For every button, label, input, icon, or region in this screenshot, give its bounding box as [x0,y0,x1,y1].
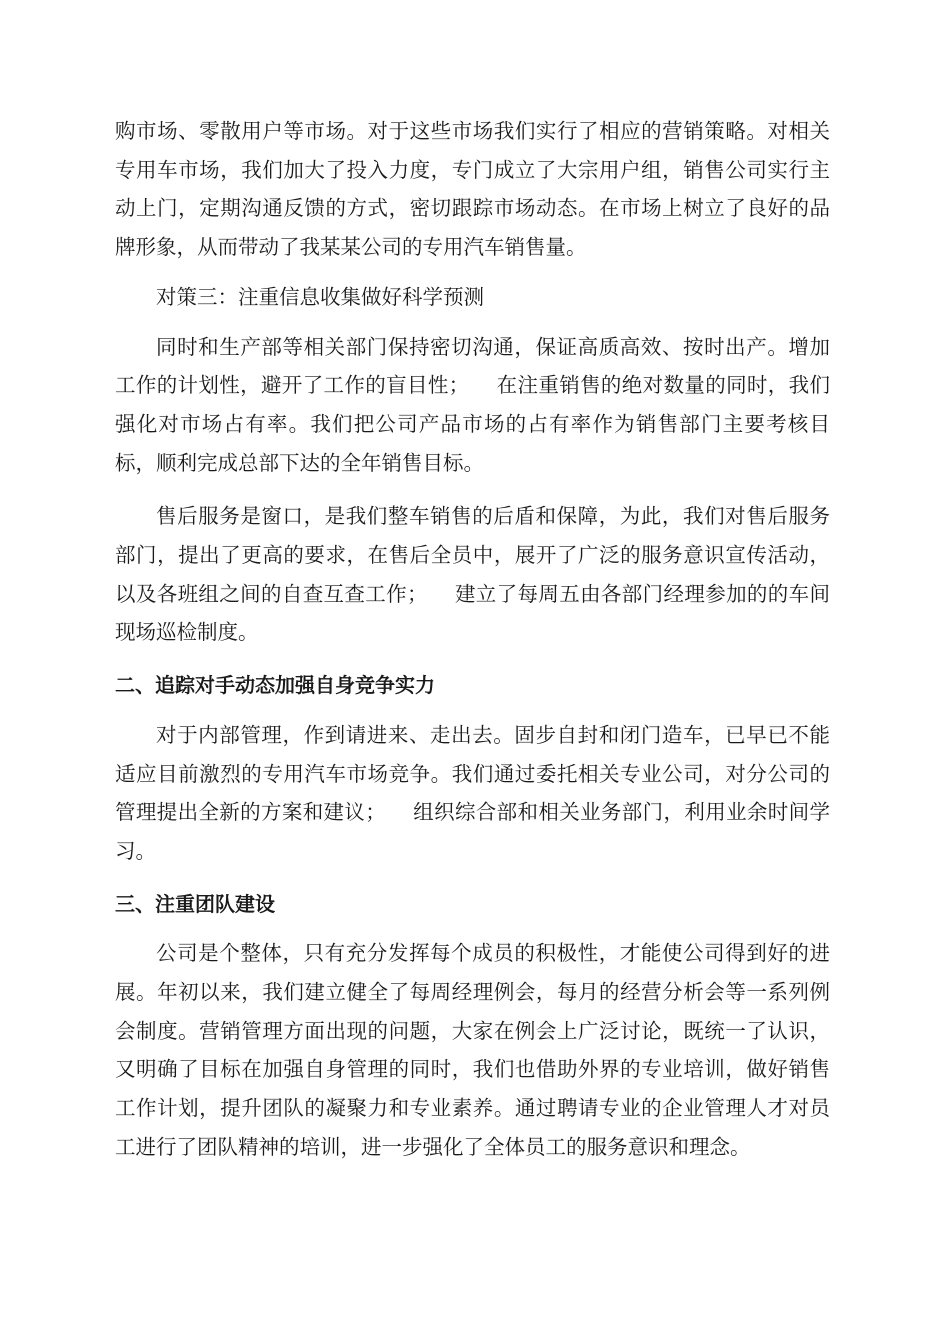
section-heading-competition: 二、追踪对手动态加强自身竞争实力 [115,673,435,698]
paragraph-team-building: 公司是个整体，只有充分发挥每个成员的积极性，才能使公司得到好的进展。年初以来，我们建立健全了每周经理例会，每月的经营分析会等一系列例会制度。营销管理方面出现的问题，大家在例会上广泛讨论，既统一了认识，又明确了目标在加强自身管理的同时，我们也借助外界的专业培训，做好销售工作计划，提升团队的凝聚力和专业素养。通过聘请专业的企业管理人才对员工进行了团队精神的培训，进一步强化了全体员工的服务意识和理念。 [115,941,830,1159]
paragraph-strategy-three-title: 对策三：注重信息收集做好科学预测 [156,284,484,309]
paragraph-market-strategy: 购市场、零散用户等市场。对于这些市场我们实行了相应的营销策略。对相关专用车市场，我们加大了投入力度，专门成立了大宗用户组，销售公司实行主动上门，定期沟通反馈的方式，密切跟踪市场动态。在市场上树立了良好的品牌形象，从而带动了我某某公司的专用汽车销售量。 [115,119,830,260]
paragraph-after-sales-service: 售后服务是窗口，是我们整车销售的后盾和保障，为此，我们对售后服务部门，提出了更高的要求，在售后全员中，展开了广泛的服务意识宣传活动，以及各班组之间的自查互查工作； 建立了每周五由各部门经理参加的的车间现场巡检制度。 [115,504,830,645]
section-heading-team-building: 三、注重团队建设 [115,891,275,916]
document-page [115,112,830,1167]
paragraph-production-coordination: 同时和生产部等相关部门保持密切沟通，保证高质高效、按时出产。增加工作的计划性，避开了工作的盲目性； 在注重销售的绝对数量的同时，我们强化对市场占有率。我们把公司产品市场的占有率作为销售部门主要考核目标，顺利完成总部下达的全年销售目标。 [115,334,830,475]
paragraph-internal-management: 对于内部管理，作到请进来、走出去。固步自封和闭门造车，已早已不能适应目前激烈的专用汽车市场竞争。我们通过委托相关专业公司，对分公司的管理提出全新的方案和建议； 组织综合部和相关业务部门，利用业余时间学习。 [115,722,830,863]
